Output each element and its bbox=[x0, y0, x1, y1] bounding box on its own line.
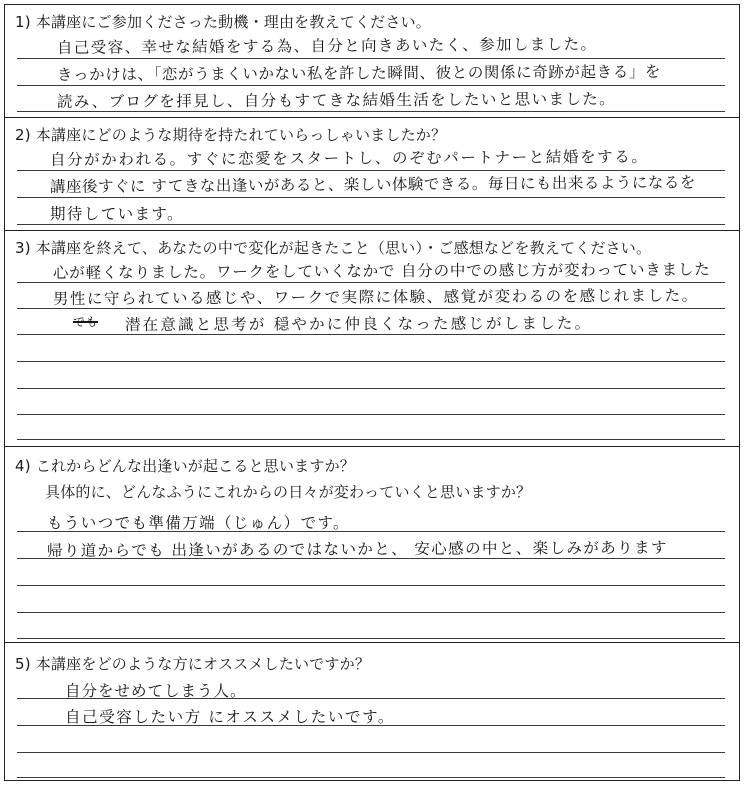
answer-5-line-1: 自分をせめてしまう人。 bbox=[65, 682, 247, 700]
answer-3-line-2: 男性に守られている感じや、ワークで実際に体験、感覚が変わるのを感じれました。 bbox=[52, 286, 699, 308]
answer-rule bbox=[17, 361, 725, 362]
question-3: 3) 本講座を終えて、あなたの中で変化が起きたこと（思い）・ご感想などを教えてください。 bbox=[15, 239, 652, 257]
question-2: 2) 本講座にどのような期待を持たれていらっしゃいましたか？ bbox=[15, 126, 447, 144]
questionnaire-sheet bbox=[4, 4, 740, 781]
answer-1-line-3: 読み、ブログを拝見し、自分もすてきな結婚生活をしたいと思いました。 bbox=[56, 90, 617, 112]
answer-rule bbox=[17, 224, 725, 225]
answer-1-line-1: 自己受容、幸せな結婚をする為、自分と向きあいたく、参加しました。 bbox=[56, 35, 598, 58]
section-1 bbox=[5, 5, 739, 118]
section-3 bbox=[5, 231, 739, 447]
answer-3-line-3: 潜在意識と思考が 穏やかに仲良くなった感じがしました。 bbox=[124, 314, 593, 334]
answer-4-line-2: 帰り道からでも 出逢いがあるのではないかと、 安心感の中と、楽しみがあります bbox=[46, 538, 668, 560]
answer-rule bbox=[17, 58, 725, 59]
answer-rule bbox=[17, 777, 725, 778]
section-5 bbox=[5, 643, 739, 782]
answer-4-line-1: もういつでも準備万端（じゅん）です。 bbox=[47, 514, 350, 532]
section-4 bbox=[5, 447, 739, 643]
answer-2-line-1: 自分がかわれる。すぐに恋愛をスタートし、のぞむパートナーと結婚をする。 bbox=[49, 147, 649, 170]
question-4: 4) これからどんな出逢いが起こると思いますか？ bbox=[15, 457, 355, 475]
question-4-line-2: 具体的に、どんなふうにこれからの日々が変わっていくと思いますか？ bbox=[45, 483, 532, 501]
question-5: 5) 本講座をどのような方にオススメしたいですか？ bbox=[15, 655, 371, 673]
answer-rule bbox=[17, 85, 725, 86]
struck-word: でも bbox=[73, 315, 99, 329]
answer-rule bbox=[17, 197, 725, 198]
answer-rule bbox=[17, 439, 725, 440]
answer-2-line-2: 講座後すぐに すてきな出逢いがあると、楽しい体験できる。毎日にも出来るようになるを bbox=[49, 173, 696, 197]
answer-2-line-3: 期待しています。 bbox=[50, 205, 184, 223]
question-1: 1) 本講座にご参加くださった動機・理由を教えてください。 bbox=[15, 13, 431, 31]
answer-rule bbox=[17, 585, 725, 586]
answer-rule bbox=[17, 388, 725, 389]
answer-rule bbox=[17, 612, 725, 613]
answer-1-line-2: きっかけは、「恋がうまくいかない私を許した瞬間、彼との関係に奇跡が起きる」を bbox=[56, 62, 662, 85]
answer-rule bbox=[17, 638, 725, 639]
section-2 bbox=[5, 118, 739, 231]
answer-5-line-2: 自己受容したい方 にオススメしたいです。 bbox=[65, 708, 396, 726]
answer-3-line-1: 心が軽くなりました。ワークをしていくなかで 自分の中での感じ方が変わっていきました bbox=[52, 260, 711, 282]
answer-rule bbox=[17, 414, 725, 415]
answer-rule bbox=[17, 752, 725, 753]
